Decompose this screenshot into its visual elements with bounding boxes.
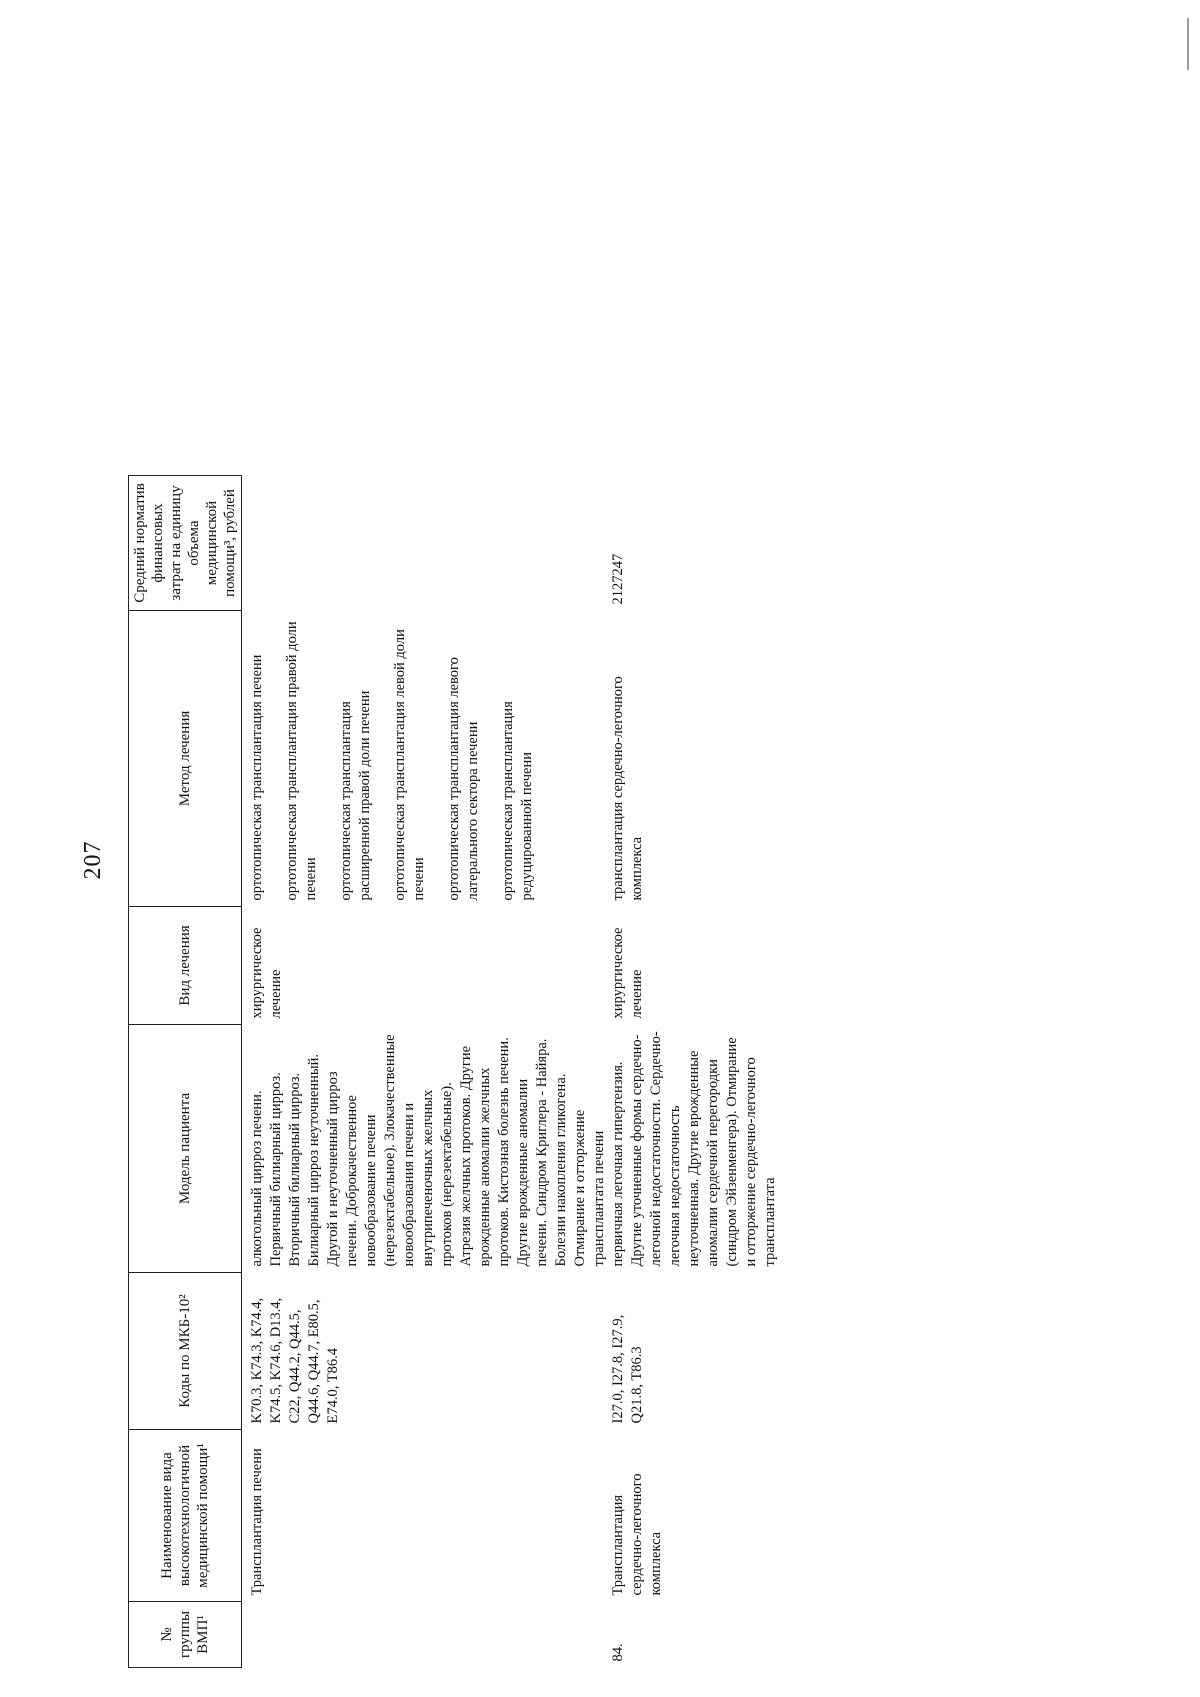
cell-codes: I27.0, I27.8, I27.9, Q21.8, T86.3 <box>610 1314 645 1424</box>
scan-artifact <box>1187 18 1189 70</box>
table-row <box>242 476 610 1668</box>
header-group-number: № группы ВМП¹ <box>129 1602 242 1668</box>
cell-treatment-type: хирургическое лечение <box>249 927 284 1019</box>
method-item: ортотопическая трансплантация правой доли печени <box>284 621 319 901</box>
method-item: ортотопическая трансплантация левой доли печени <box>392 629 427 901</box>
cell-group-number <box>242 1602 610 1668</box>
cell-group-number: 84. <box>610 1643 626 1662</box>
cell-cost: 2127247 <box>610 553 626 605</box>
vmp-table <box>128 475 780 1668</box>
method-item: ортотопическая трансплантация редуцированной печени <box>500 701 535 901</box>
cell-methods <box>242 611 610 907</box>
cell-codes: K70.3, K74.3, K74.4, K74.5, K74.6, D13.4, C22, Q44.2, Q44.5, Q44.6, Q44.7, E80.5, E74.0, T86.4 <box>249 1297 341 1424</box>
table-header-row <box>129 476 242 1668</box>
cell-treatment-type: хирургическое лечение <box>610 927 645 1019</box>
cell-name: Трансплантация печени <box>249 1448 265 1596</box>
cell-patient-model: первичная легочная гипертензия. Другие уточненные формы сердечно- легочной недостаточности. Сердечно-легочная недостаточность неуточненная. Другие врожденные аномалии сердечной перегородки (синдром Эйзенменгера). Отмирание и отторжение сердечно-легочного трансплантата <box>610 1031 778 1267</box>
method-item: ортотопическая трансплантация расширенной правой доли печени <box>338 690 373 901</box>
method-item: ортотопическая трансплантация левого латерального сектора печени <box>446 657 481 901</box>
table-row <box>609 476 780 1668</box>
method-item: ортотопическая трансплантация печени <box>249 654 265 901</box>
method-item: трансплантация сердечно-легочного комплекса <box>610 676 645 901</box>
header-codes: Коды по МКБ-10² <box>129 1273 242 1430</box>
cell-patient-model: алкогольный цирроз печени. Первичный билиарный цирроз. Вторичный билиарный цирроз. Билиарный цирроз неуточненный. Другой и неуточненный цирроз печени. Доброкачественное новообразование печени (нерезектабельное). Злокачественные новообразования печени и внутрипеченочных желчных протоков (нерезектабельные). Атрезия желчных протоков. Другие врожденные аномалии желчных протоков. Кистозная болезнь печени. Другие врожденные аномалии печени. Синдром Криглера - Найяра. Болезни накопления гликогена. Отмирание и отторжение трансплантата печени <box>249 1034 607 1267</box>
cell-methods <box>609 611 780 907</box>
header-method: Метод лечения <box>129 611 242 907</box>
rotated-page <box>70 40 1150 1680</box>
header-cost: Средний норматив финансовых затрат на единицу объема медицинской помощи³, рублей <box>129 476 242 611</box>
header-treatment-type: Вид лечения <box>129 907 242 1025</box>
header-name: Наименование вида высокотехнологичной медицинской помощи¹ <box>129 1430 242 1602</box>
page-number: 207 <box>80 840 106 880</box>
cell-cost <box>242 476 610 611</box>
cell-name: Трансплантация сердечно-легочного комплекса <box>610 1473 664 1596</box>
header-patient-model: Модель пациента <box>129 1025 242 1273</box>
